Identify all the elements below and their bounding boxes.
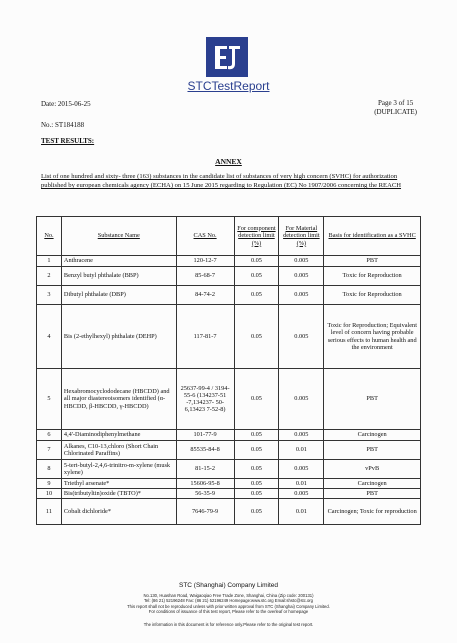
row-basis: Carcinogen (324, 430, 421, 441)
row-component-limit: 0.05 (234, 305, 279, 369)
row-material-limit: 0.005 (279, 430, 324, 441)
table-row (37, 305, 421, 369)
annex-title: ANNEX (215, 157, 242, 166)
table-row (37, 489, 421, 499)
row-cas: 15606-95-8 (176, 479, 234, 489)
footer-contact: Tel: (86 21) 52196248 Fax: (86 21) 52196249 Homepage:www.stc.org Email:shstc@stc.org (143, 598, 314, 604)
page-number: Page 3 of 15 (378, 99, 414, 107)
footer-reference-notice: The information in this document is for reference only.Please refer to the original test report. (143, 622, 314, 627)
section-title: TEST RESULTS: (41, 137, 95, 145)
row-basis: Carcinogen; Toxic for reproduction (324, 499, 421, 525)
row-basis: vPvB (324, 460, 421, 479)
row-component-limit: 0.05 (234, 479, 279, 489)
row-component-limit: 0.05 (234, 441, 279, 460)
table-row (37, 369, 421, 430)
row-substance: 4,4'-Diaminodiphenylmethane (61, 430, 176, 441)
row-cas: 56-35-9 (176, 489, 234, 499)
row-material-limit: 0.005 (279, 489, 324, 499)
row-no: 6 (37, 430, 62, 441)
col-header-no: No. (37, 217, 62, 256)
row-material-limit: 0.005 (279, 256, 324, 267)
col-header-material-limit: For Material detection limit (%) (279, 217, 324, 256)
row-substance: Triethyl arsenate* (61, 479, 176, 489)
row-basis: PBT (324, 369, 421, 430)
table-row (37, 460, 421, 479)
row-component-limit: 0.05 (234, 267, 279, 286)
row-basis: Toxic for Reproduction (324, 286, 421, 305)
row-cas: 84-74-2 (176, 286, 234, 305)
row-no: 11 (37, 499, 62, 525)
row-no: 4 (37, 305, 62, 369)
row-cas: 120-12-7 (176, 256, 234, 267)
row-cas: 117-81-7 (176, 305, 234, 369)
table-row (37, 499, 421, 525)
row-material-limit: 0.005 (279, 369, 324, 430)
row-component-limit: 0.05 (234, 499, 279, 525)
row-basis: PBT (324, 489, 421, 499)
row-substance: Hexabromocyclododecane (HBCDD) and all major diastereoisomers identified (α-HBCDD, β-HBCDD, γ-HBCDD) (61, 369, 176, 430)
row-substance: Cobalt dichloride* (61, 499, 176, 525)
row-no: 5 (37, 369, 62, 430)
row-cas: 25637-99-4 / 3194-55-6 (134237-51 -7,134237- 50-6,13423 7-52-8) (176, 369, 234, 430)
row-component-limit: 0.05 (234, 430, 279, 441)
row-no: 10 (37, 489, 62, 499)
row-material-limit: 0.005 (279, 267, 324, 286)
footer-details (0, 593, 457, 615)
row-component-limit: 0.05 (234, 369, 279, 430)
row-substance: Benzyl butyl phthalate (BBP) (61, 267, 176, 286)
page-info (374, 99, 417, 117)
footer-address: No.130, Huashan Road, Waigaoqiao Free Trade Zone, Shanghai, China (Zip code: 200131) (143, 593, 314, 598)
svhc-table (36, 216, 421, 525)
row-no: 7 (37, 441, 62, 460)
row-cas: 101-77-9 (176, 430, 234, 441)
row-no: 9 (37, 479, 62, 489)
footer-notice-reproduction: This report shall not be reproduced unless with prior written approval from STC (Shanghai) Company Limited. (127, 603, 330, 609)
row-cas: 85535-84-8 (176, 441, 234, 460)
stc-logo (206, 37, 248, 77)
row-no: 3 (37, 286, 62, 305)
intro-text: List of one hundred and sixty- three (163) substances in the candidate list of substances of very high concern (SVHC) for authorization published by european chemicals agency (ECHA) on 15 June 2015 regarding to Regulation (EC) No 1907/2006 concerning the REACH (41, 173, 402, 189)
footer-company: STC (Shanghai) Company Limited (179, 582, 278, 589)
row-material-limit: 0.01 (279, 479, 324, 489)
row-component-limit: 0.05 (234, 286, 279, 305)
stc-logo-icon (206, 37, 248, 77)
duplicate-label: (DUPLICATE) (374, 108, 417, 116)
row-no: 8 (37, 460, 62, 479)
row-substance: Alkanes, C10-13,chloro (Short Chain Chlorinated Paraffins) (61, 441, 176, 460)
row-material-limit: 0.005 (279, 286, 324, 305)
row-substance: Bis (2-ethylhexyl) phthalate (DEHP) (61, 305, 176, 369)
row-substance: Dibutyl phthalate (DBP) (61, 286, 176, 305)
row-basis: PBT (324, 441, 421, 460)
table-row (37, 430, 421, 441)
row-basis: PBT (324, 256, 421, 267)
table-row (37, 267, 421, 286)
row-substance: 5-tert-butyl-2,4,6-trinitro-m-xylene (musk xylene) (61, 460, 176, 479)
table-row (37, 286, 421, 305)
row-cas: 85-68-7 (176, 267, 234, 286)
row-cas: 7646-79-9 (176, 499, 234, 525)
brand-name: STCTestReport (187, 79, 270, 93)
row-material-limit: 0.01 (279, 441, 324, 460)
row-basis: Carcinogen (324, 479, 421, 489)
row-no: 1 (37, 256, 62, 267)
table-header-row (37, 217, 421, 256)
row-substance: Anthracene (61, 256, 176, 267)
row-component-limit: 0.05 (234, 256, 279, 267)
footer-notice-conditions: For conditions of issuance of this test report, Please refer to the overleaf or homepage (148, 609, 309, 615)
table-row (37, 479, 421, 489)
row-substance: Bis(tributyltin)oxide (TBTO)* (61, 489, 176, 499)
col-header-component-limit: For component detection limit (%) (234, 217, 279, 256)
col-header-substance: Substance Name (61, 217, 176, 256)
report-meta (41, 99, 91, 131)
row-basis: Toxic for Reproduction; Equivalent level of concern having probable serious effects to human health and the environment (324, 305, 421, 369)
table-row (37, 256, 421, 267)
row-basis: Toxic for Reproduction (324, 267, 421, 286)
table-row (37, 441, 421, 460)
row-material-limit: 0.01 (279, 499, 324, 525)
row-cas: 81-15-2 (176, 460, 234, 479)
report-number: No.: ST184188 (41, 121, 85, 129)
col-header-cas: CAS No. (176, 217, 234, 256)
row-no: 2 (37, 267, 62, 286)
row-material-limit: 0.005 (279, 305, 324, 369)
row-component-limit: 0.05 (234, 489, 279, 499)
row-component-limit: 0.05 (234, 460, 279, 479)
report-date: Date: 2015-06-25 (41, 100, 91, 108)
col-header-basis: Basis for identification as a SVHC (324, 217, 421, 256)
row-material-limit: 0.005 (279, 460, 324, 479)
